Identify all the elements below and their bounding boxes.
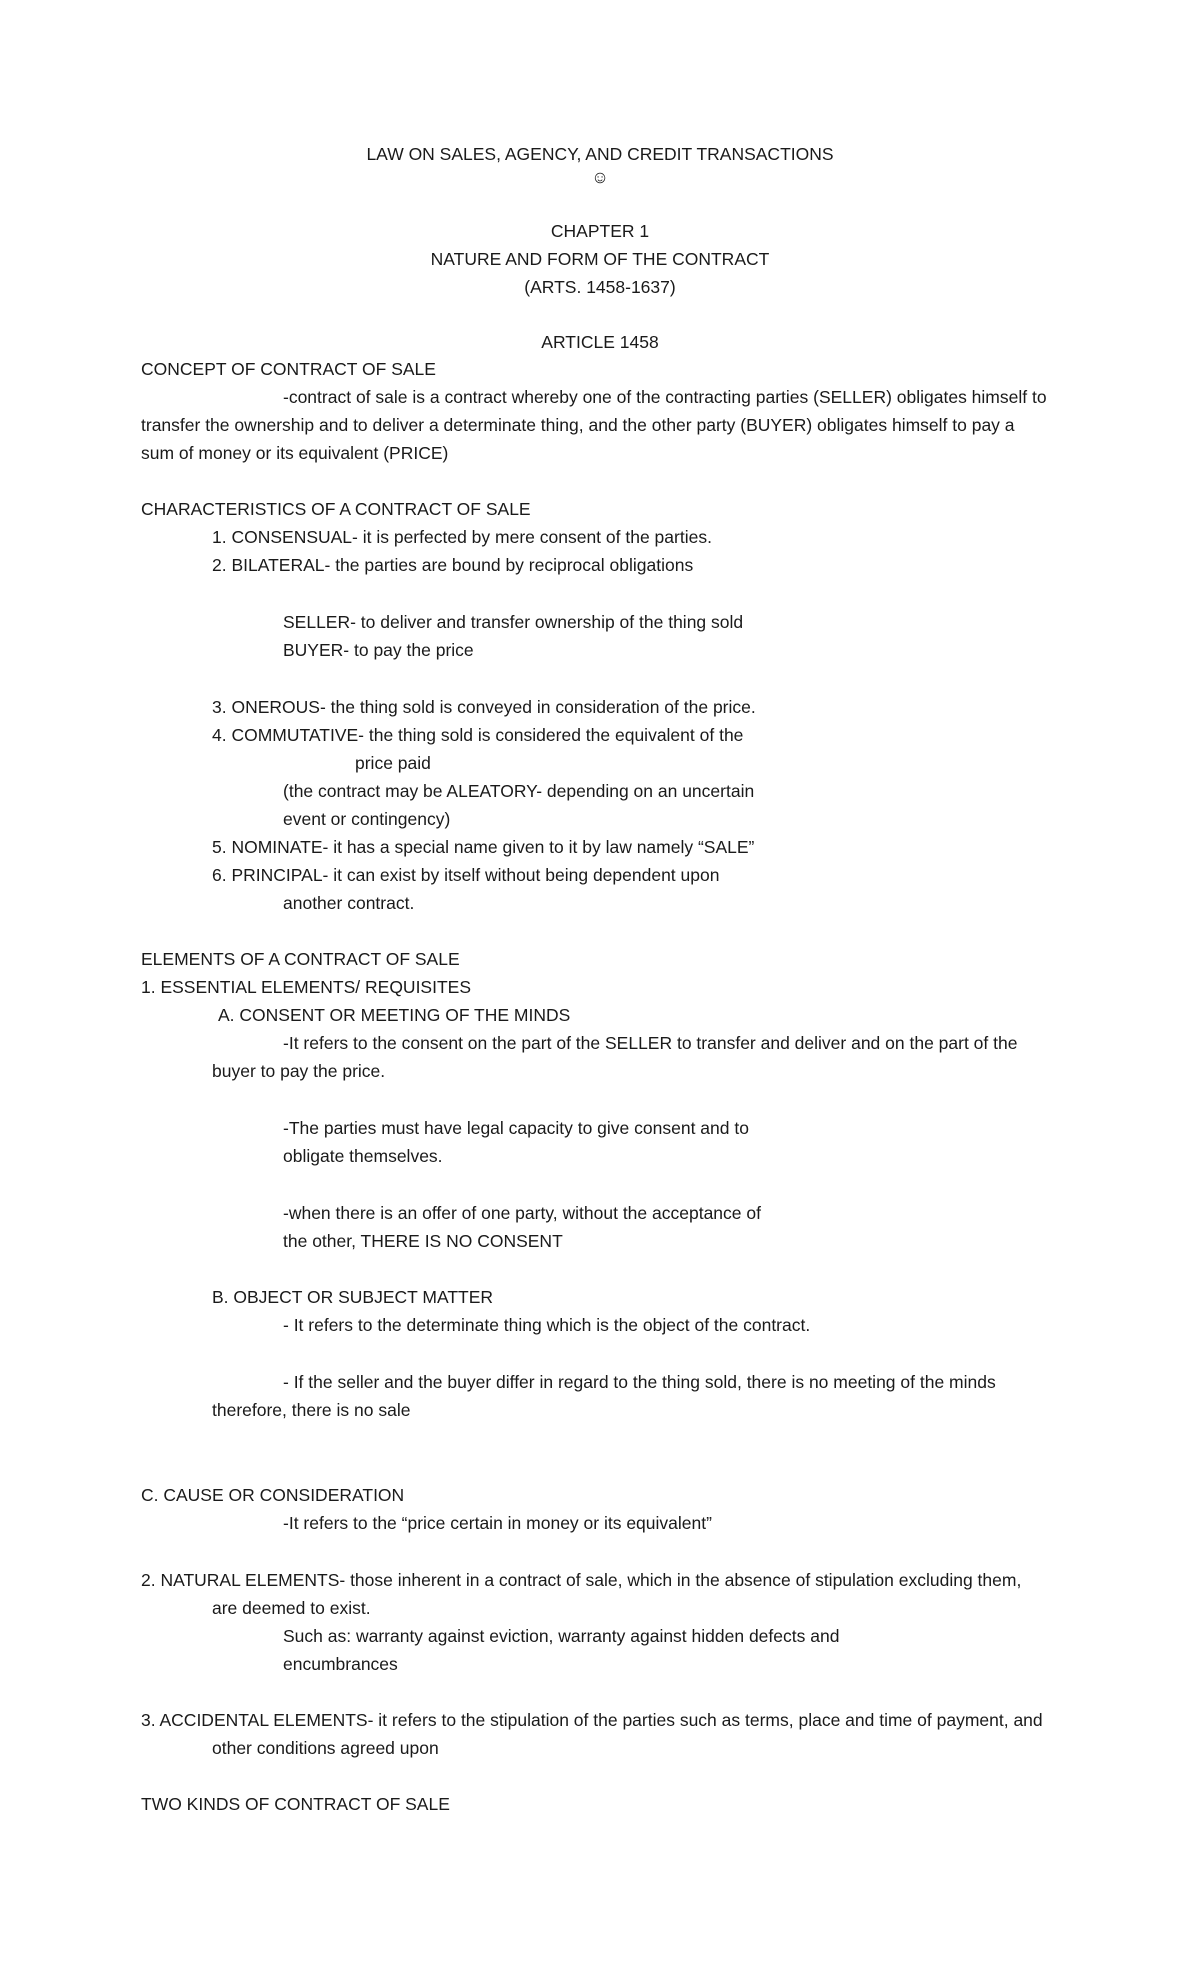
characteristic-item: 5. NOMINATE- it has a special name given to it by law namely “SALE”: [212, 837, 755, 857]
natural-elements-line: encumbrances: [283, 1654, 398, 1674]
element-a-line: buyer to pay the price.: [212, 1061, 386, 1081]
element-b-heading: B. OBJECT OR SUBJECT MATTER: [212, 1287, 494, 1307]
element-b-line: therefore, there is no sale: [212, 1400, 411, 1420]
element-a-heading: A. CONSENT OR MEETING OF THE MINDS: [218, 1005, 571, 1025]
natural-elements-line: 2. NATURAL ELEMENTS- those inherent in a contract of sale, which in the absence of stipulation excluding them,: [141, 1570, 1022, 1590]
characteristics-heading: CHARACTERISTICS OF A CONTRACT OF SALE: [141, 499, 531, 519]
concept-heading: CONCEPT OF CONTRACT OF SALE: [141, 359, 436, 379]
element-a-line: -The parties must have legal capacity to give consent and to: [283, 1118, 749, 1138]
articles-range: (ARTS. 1458-1637): [524, 277, 676, 297]
characteristic-continuation: price paid: [355, 753, 431, 773]
chapter-heading: CHAPTER 1: [550, 221, 650, 241]
natural-elements-line: are deemed to exist.: [212, 1598, 371, 1618]
characteristic-item: 2. BILATERAL- the parties are bound by reciprocal obligations: [212, 555, 694, 575]
accidental-elements-line: 3. ACCIDENTAL ELEMENTS- it refers to the stipulation of the parties such as terms, place and time of payment, and: [141, 1710, 1043, 1730]
essential-elements-heading: 1. ESSENTIAL ELEMENTS/ REQUISITES: [141, 977, 471, 997]
characteristic-note: (the contract may be ALEATORY- depending on an uncertain: [283, 781, 755, 801]
concept-line: transfer the ownership and to deliver a determinate thing, and the other party (BUYER) obligates himself to pay a: [141, 415, 1015, 435]
concept-line: sum of money or its equivalent (PRICE): [141, 443, 449, 463]
characteristic-item: 3. ONEROUS- the thing sold is conveyed in consideration of the price.: [212, 697, 756, 717]
element-c-line: -It refers to the “price certain in money or its equivalent”: [283, 1513, 712, 1533]
kinds-heading: TWO KINDS OF CONTRACT OF SALE: [141, 1794, 450, 1814]
element-a-line: the other, THERE IS NO CONSENT: [283, 1231, 563, 1251]
characteristic-note: event or contingency): [283, 809, 451, 829]
characteristic-item: 1. CONSENSUAL- it is perfected by mere consent of the parties.: [212, 527, 712, 547]
element-a-line: -when there is an offer of one party, without the acceptance of: [283, 1203, 761, 1223]
buyer-obligation: BUYER- to pay the price: [283, 640, 474, 660]
accidental-elements-line: other conditions agreed upon: [212, 1738, 439, 1758]
elements-heading: ELEMENTS OF A CONTRACT OF SALE: [141, 949, 460, 969]
smiley-icon: ☺: [591, 167, 609, 187]
characteristic-continuation: another contract.: [283, 893, 415, 913]
element-a-line: -It refers to the consent on the part of the SELLER to transfer and deliver and on the part of the: [283, 1033, 1018, 1053]
element-a-line: obligate themselves.: [283, 1146, 443, 1166]
characteristic-item: 4. COMMUTATIVE- the thing sold is considered the equivalent of the: [212, 725, 744, 745]
chapter-title: NATURE AND FORM OF THE CONTRACT: [430, 249, 770, 269]
document-title: LAW ON SALES, AGENCY, AND CREDIT TRANSACTIONS: [366, 144, 834, 164]
element-b-line: - It refers to the determinate thing which is the object of the contract.: [283, 1315, 811, 1335]
element-c-heading: C. CAUSE OR CONSIDERATION: [141, 1485, 405, 1505]
characteristic-item: 6. PRINCIPAL- it can exist by itself without being dependent upon: [212, 865, 720, 885]
article-heading: ARTICLE 1458: [541, 332, 659, 352]
natural-elements-line: Such as: warranty against eviction, warranty against hidden defects and: [283, 1626, 840, 1646]
element-b-line: - If the seller and the buyer differ in regard to the thing sold, there is no meeting of the minds: [283, 1372, 996, 1392]
seller-obligation: SELLER- to deliver and transfer ownership of the thing sold: [283, 612, 744, 632]
concept-line: -contract of sale is a contract whereby one of the contracting parties (SELLER) obligates himself to: [283, 387, 1047, 407]
